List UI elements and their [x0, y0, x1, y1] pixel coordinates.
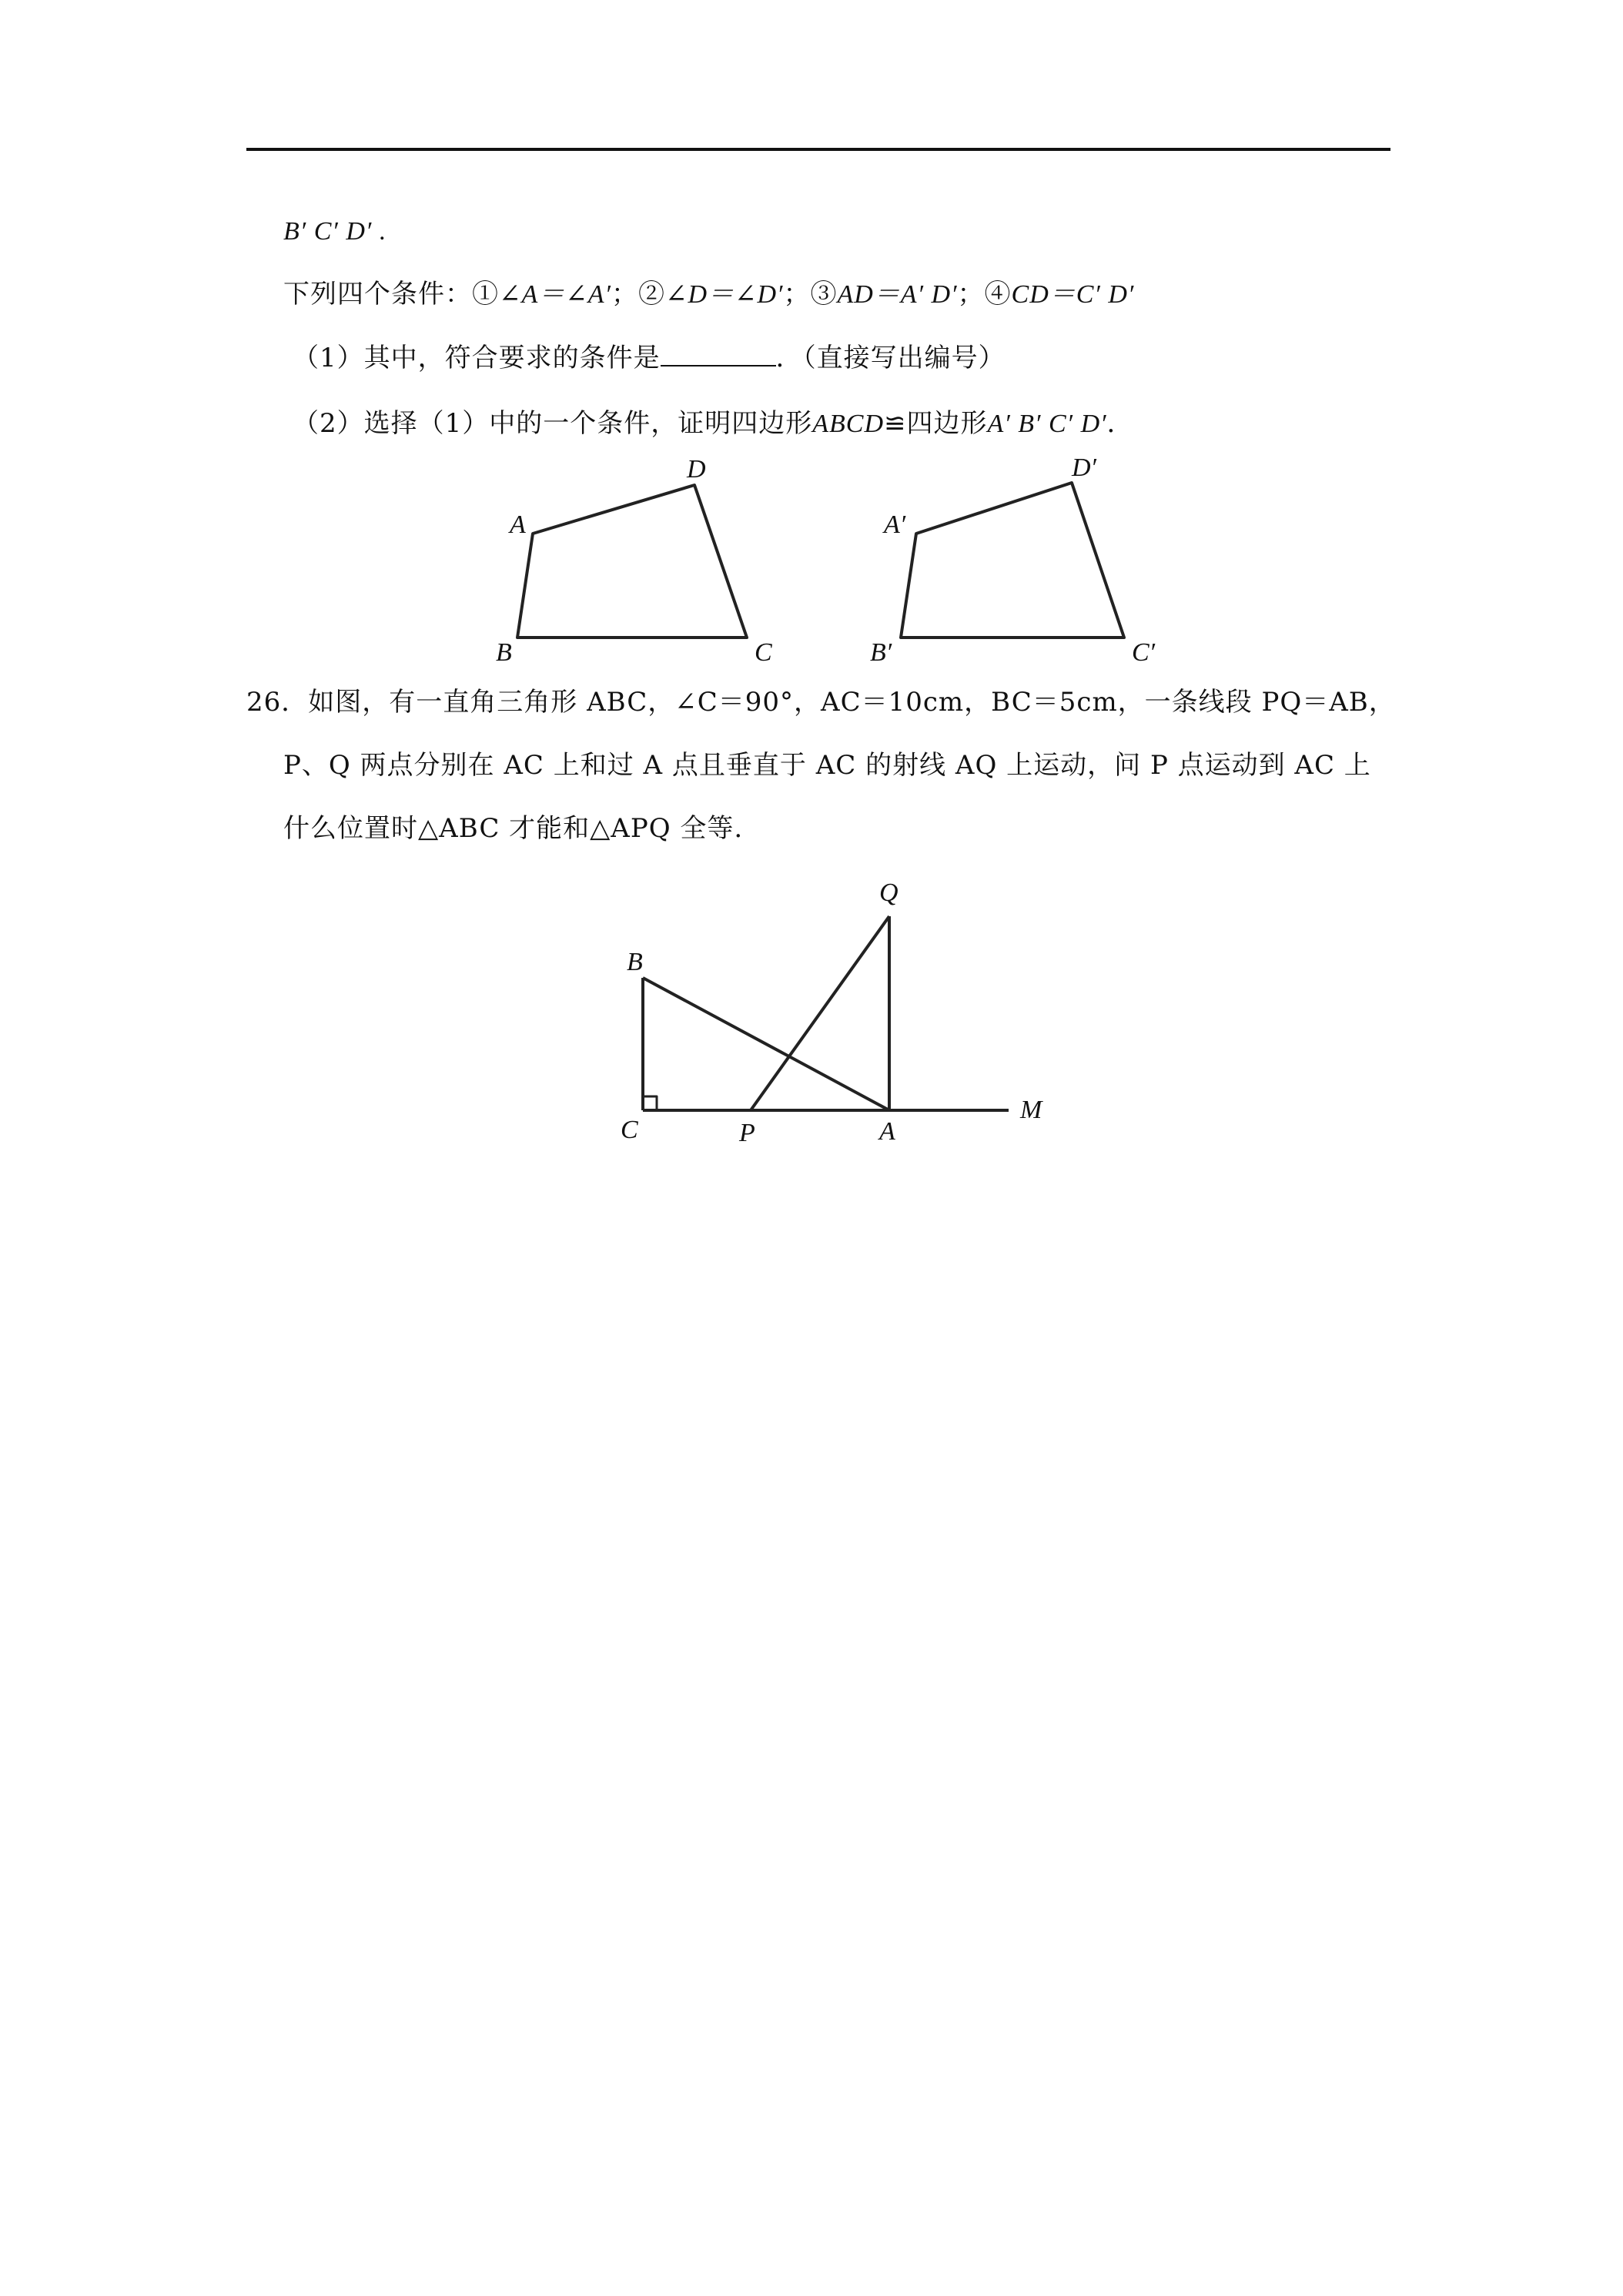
vertex-label-b-prime: B′ [870, 638, 892, 667]
problem-26-line-1: 26．如图，有一直角三角形 ABC，∠C＝90°，AC＝10cm，BC＝5cm，一条线段 PQ＝AB， [246, 687, 1396, 718]
point-label-p: P [739, 1119, 755, 1147]
segment-pq [751, 916, 889, 1110]
answer-blank [661, 342, 776, 366]
point-label-m: M [1020, 1096, 1042, 1124]
vertex-label-d: D [687, 455, 706, 484]
part-2-question: （2）选择（1）中的一个条件，证明四边形ABCD≌四边形A′ B′ C′ D′． [293, 408, 1134, 439]
vertex-label-a-prime: A′ [884, 510, 906, 539]
conditions-line: 下列四个条件：①∠A＝∠A′；②∠D＝∠D′；③AD＝A′ D′；④CD＝C′ D′ [283, 279, 1135, 310]
triangle-figure [601, 870, 1078, 1147]
problem-26-line-3: 什么位置时△ABC 才能和△APQ 全等. [283, 813, 744, 844]
point-label-a: A [879, 1117, 895, 1146]
part-1-question: （1）其中，符合要求的条件是 ．（直接写出编号） [293, 343, 1006, 373]
right-angle-mark [643, 1096, 657, 1110]
vertex-label-a: A [510, 510, 526, 539]
vertex-label-c: C [755, 638, 772, 667]
quadrilateral-abcd [517, 485, 747, 638]
problem-26-line-2: P、Q 两点分别在 AC 上和过 A 点且垂直于 AC 的射线 AQ 上运动，问 P 点运动到 AC 上 [283, 750, 1371, 781]
vertex-label-b: B [496, 638, 512, 667]
quadrilateral-figure [477, 454, 1232, 670]
point-label-b: B [627, 948, 643, 976]
quadrilateral-abcd-prime [901, 483, 1124, 638]
vertex-label-c-prime: C′ [1132, 638, 1156, 667]
header-rule [246, 148, 1390, 151]
intro-tail: B′ C′ D′ . [283, 217, 387, 246]
point-label-c: C [621, 1116, 638, 1144]
vertex-label-d-prime: D′ [1072, 454, 1096, 482]
point-label-q: Q [879, 879, 899, 907]
